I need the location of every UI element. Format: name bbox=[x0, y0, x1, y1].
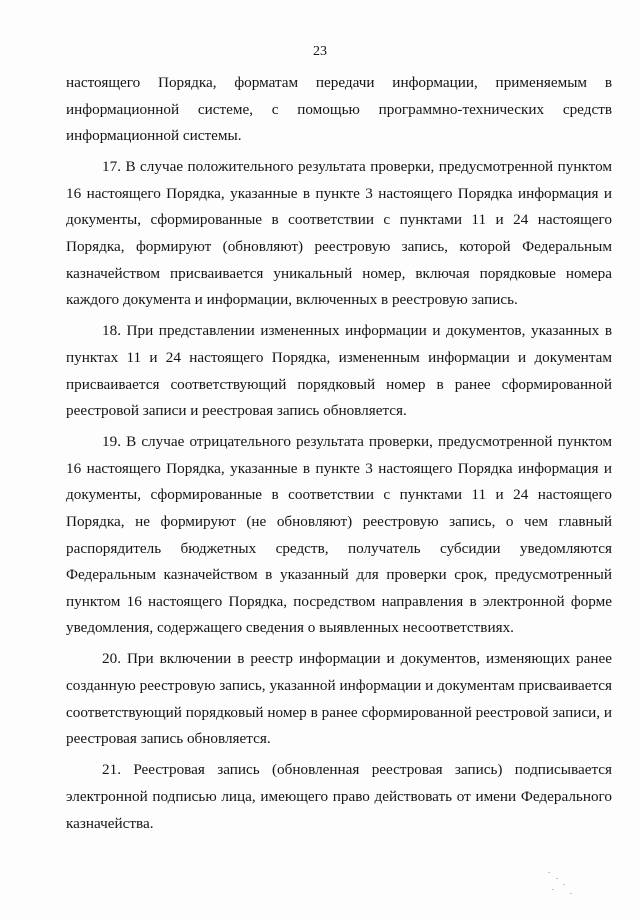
scan-speck bbox=[556, 878, 558, 879]
paragraph-17: 17. В случае положительного результата проверки, предусмотренной пунктом 16 настоящего Порядка, указанные в пункте 3 настоящего Порядка информация и документы, сформированные в соответствии с пунктами 11 и 24 настоящего Порядка, формируют (обновляют) реестровую запись, которой Федеральным казначейством присваивается уникальный номер, включая порядковые номера каждого документа и информации, включенных в реестровую запись. bbox=[66, 158, 612, 309]
paragraph-20: 20. При включении в реестр информации и документов, изменяющих ранее созданную реестровую запись, указанной информации и документам присваивается соответствующий порядковый номер в ранее сформированной реестровой записи, и реестровая запись обновляется. bbox=[66, 650, 612, 748]
paragraph-19: 19. В случае отрицательного результата проверки, предусмотренной пунктом 16 настоящего Порядка, указанные в пункте 3 настоящего Порядка информация и документы, сформированные в соответствии с пунктами 11 и 24 настоящего Порядка, не формируют (не обновляют) реестровую запись, о чем главный распорядитель бюджетных средств, получатель субсидии уведомляются Федеральным казначейством в указанный для проверки срок, предусмотренный пунктом 16 настоящего Порядка, посредством направления в электронной форме уведомления, содержащего сведения о выявленных несоответствиях. bbox=[66, 433, 612, 637]
scan-speck bbox=[548, 872, 550, 873]
page-number: 23 bbox=[313, 44, 327, 59]
document-body bbox=[66, 70, 612, 842]
paragraph-continuation: настоящего Порядка, форматам передачи информации, применяемым в информационной системе, с помощью программно-технических средств информационной системы. bbox=[66, 74, 612, 145]
paragraph-18: 18. При представлении измененных информации и документов, указанных в пунктах 11 и 24 настоящего Порядка, измененным информации и документам присваивается соответствующий порядковый номер в ранее сформированной реестровой записи и реестровая запись обновляется. bbox=[66, 322, 612, 420]
scan-speck bbox=[552, 889, 554, 890]
scan-speck bbox=[570, 893, 572, 894]
paragraph-21: 21. Реестровая запись (обновленная реестровая запись) подписывается электронной подписью лица, имеющего право действовать от имени Федерального казначейства. bbox=[66, 761, 612, 832]
scan-speck bbox=[563, 884, 565, 885]
